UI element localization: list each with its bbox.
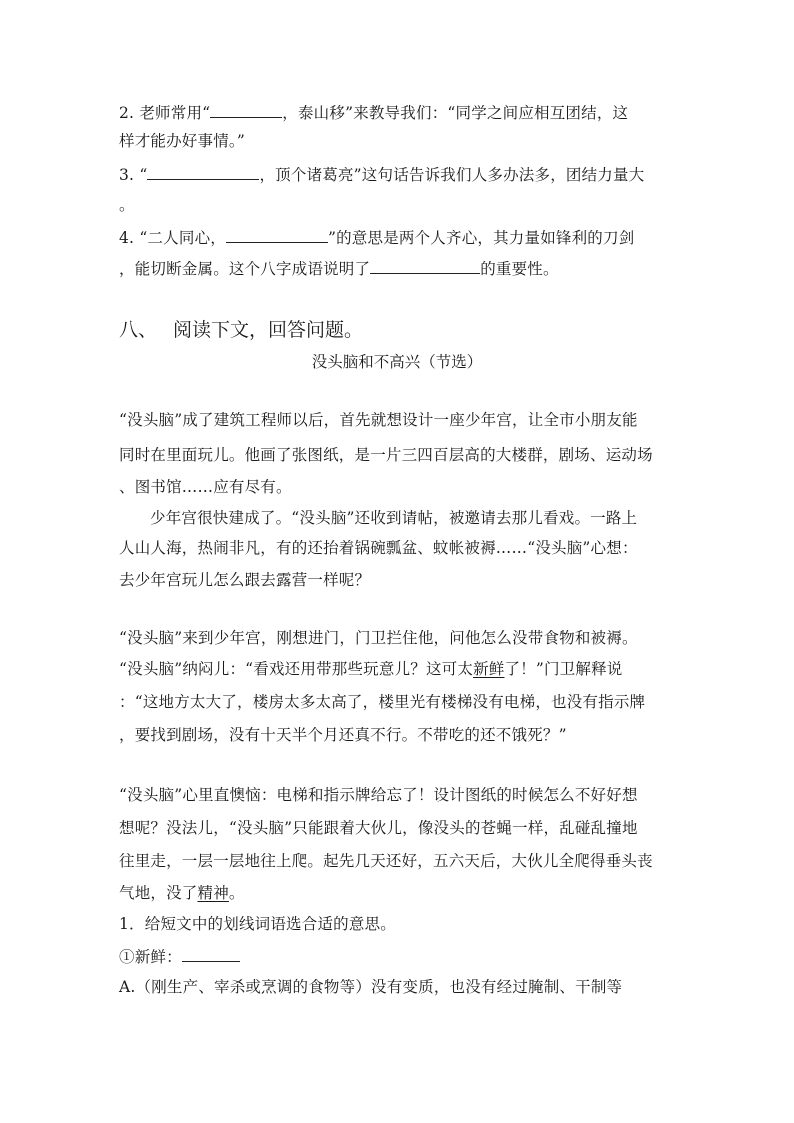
section-8-number: 八、 [119, 319, 158, 341]
question-4-line-2: ，能切断金属。这个八字成语说明了 的重要性。 [119, 260, 559, 278]
question-4-number: 4. [119, 229, 135, 247]
article-p2-line-2: 人山人海，热闹非凡，有的还抬着锅碗瓢盆、蚊帐被褥……“没头脑”心想： [119, 539, 638, 557]
question-4-blank-2[interactable] [370, 258, 480, 274]
article-p2-line-3: 去少年宫玩儿怎么跟去露营一样呢？ [119, 571, 371, 589]
article-p2-line-1: 少年宫很快建成了。“没头脑”还收到请帖，被邀请去那儿看戏。一路上 [150, 509, 638, 527]
question-2-number: 2. [119, 104, 135, 122]
article-p1-line-2: 同时在里面玩儿。他画了张图纸，是一片三四百层高的大楼群，剧场、运动场 [119, 446, 653, 464]
question-3-line-1: 3. “ ，顶个诸葛亮”这句话告诉我们人多办法多，团结力量大 [119, 166, 645, 184]
article-p4-line-1: “没头脑”心里直懊恼：电梯和指示牌给忘了！设计图纸的时候怎么不好好想 [119, 786, 638, 804]
article-p4-line-3: 往里走，一层一层地往上爬。起先几天还好，五六天后，大伙儿全爬得垂头丧 [119, 852, 653, 870]
reading-question-1-blank[interactable] [182, 946, 240, 962]
question-3-blank[interactable] [147, 164, 259, 180]
article-p3-line-2: “没头脑”纳闷儿：“看戏还用带那些玩意儿？这可太新鲜了！”门卫解释说 [119, 660, 623, 678]
question-4-line-1: 4. “二人同心， ”的意思是两个人齐心，其力量如锋利的刀剑 [119, 229, 635, 247]
underlined-word-jingshen: 精神 [197, 884, 229, 902]
question-2-line-1: 2. 老师常用“ ，泰山移”来教导我们：“同学之间应相互团结，这 [119, 104, 629, 122]
article-p4-line-4: 气地，没了精神。 [119, 884, 245, 902]
question-4-blank-1[interactable] [226, 227, 328, 243]
reading-question-1-option-a: A.（刚生产、宰杀或烹调的食物等）没有变质，也没有经过腌制、干制等 [119, 978, 623, 996]
section-8-title: 阅读下文，回答问题。 [173, 319, 364, 341]
article-p1-line-1: “没头脑”成了建筑工程师以后，首先就想设计一座少年宫，让全市小朋友能 [119, 411, 638, 429]
article-p3-line-3: ：“这地方太大了，楼房太多太高了，楼里光有楼梯没有电梯，也没有指示牌 [119, 693, 646, 711]
article-p4-line-2: 想呢？没法儿，“没头脑”只能跟着大伙儿，像没头的苍蝇一样，乱碰乱撞地 [119, 819, 638, 837]
reading-question-1-item-1: ①新鲜： [119, 946, 679, 967]
question-2-line-2: 样才能办好事情。” [119, 132, 245, 150]
reading-question-1: 1．给短文中的划线词语选合适的意思。 [119, 915, 396, 933]
article-p3-line-4: ，要找到剧场，没有十天半个月还真不行。不带吃的还不饿死？” [119, 726, 567, 744]
article-p1-line-3: 、图书馆……应有尽有。 [119, 478, 292, 496]
question-2-blank[interactable] [210, 102, 282, 118]
article-title: 没头脑和不高兴（节选） [311, 353, 483, 371]
question-3-line-2: 。 [119, 196, 135, 214]
question-3-number: 3. [119, 166, 135, 184]
underlined-word-xinxian: 新鲜 [473, 660, 505, 678]
section-8-heading [119, 318, 363, 342]
article-p3-line-1: “没头脑”来到少年宫，刚想进门，门卫拦住他，问他怎么没带食物和被褥。 [119, 629, 638, 647]
